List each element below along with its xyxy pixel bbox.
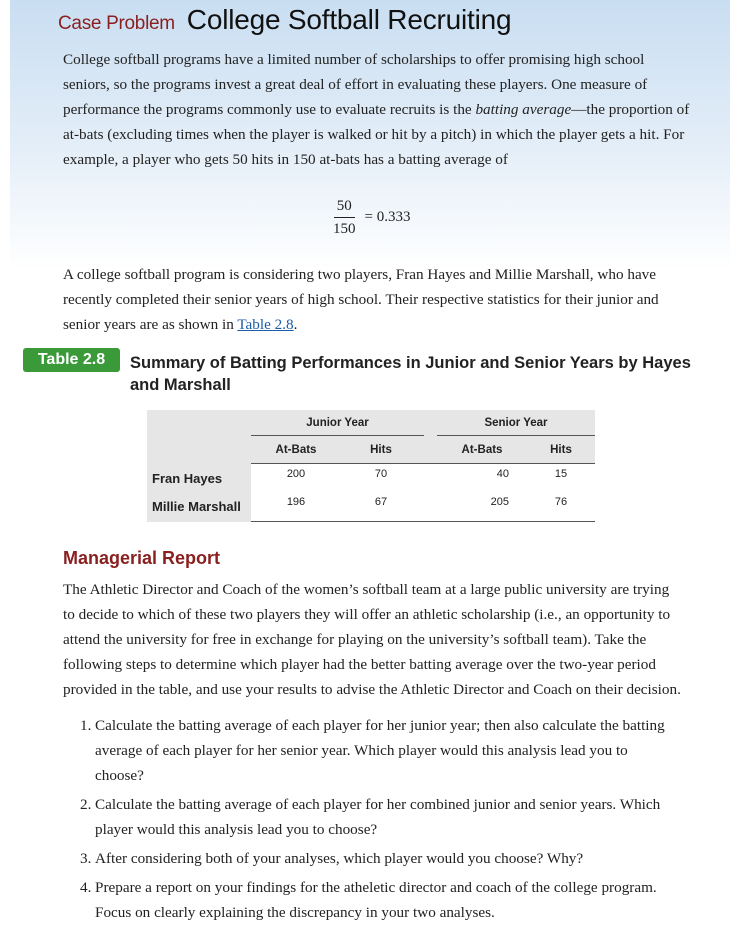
table-title: Summary of Batting Performances in Junior and Senior Years by Hayes and Marshall [130,354,691,394]
cell-marshall-junior-atbats: 196 [286,496,306,508]
junior-group-rule [251,435,424,436]
intro-paragraph [63,47,693,172]
step-number: 3. [80,850,92,867]
cell-hayes-senior-hits: 15 [554,468,568,480]
formula-result: = 0.333 [364,209,411,225]
group-header-junior: Junior Year [306,417,369,429]
senior-group-rule [437,435,595,436]
cell-hayes-junior-hits: 70 [374,468,388,480]
row-label-millie-marshall: Millie Marshall [152,499,241,514]
col-header-junior-hits: Hits [370,444,392,456]
header-bottom-rule [251,463,595,464]
table-badge: Table 2.8 [23,348,120,372]
table-link[interactable]: Table 2.8 [237,316,294,333]
step-number: 2. [80,796,92,813]
step-text: Calculate the batting average of each player for her junior year; then also calculate the batting average of each player for her senior year. Which player would this analysis lead you to choose? [95,717,665,784]
players-text-end: . [293,316,298,333]
report-step [80,846,680,871]
cell-marshall-senior-hits: 76 [554,496,568,508]
players-text: A college softball program is considering two players, Fran Hayes and Millie Marshall, who have recently completed their senior years of high school. Their respective statistics for their junior and senior years are as shown in [63,266,659,333]
intro-term: batting average [475,101,572,118]
step-number: 4. [80,879,92,896]
step-text: Prepare a report on your findings for the atheletic director and coach of the college program. Focus on clearly explaining the discrepancy in your two analyses. [95,879,657,921]
fraction-numerator: 50 [334,197,355,218]
report-steps [80,713,680,929]
cell-marshall-senior-atbats: 205 [490,496,509,508]
page-title: College Softball Recruiting [186,4,512,35]
case-label: Case Problem [58,13,175,34]
col-header-senior-hits: Hits [550,444,572,456]
batting-average-formula [330,197,410,238]
row-label-fran-hayes: Fran Hayes [152,471,223,486]
step-text: Calculate the batting average of each player for her combined junior and senior years. Which player would this analysis lead you to choose? [95,796,661,838]
cell-hayes-senior-atbats: 40 [496,468,509,480]
managerial-report-heading: Managerial Report [63,548,221,568]
col-header-junior-atbats: At-Bats [275,444,317,456]
fraction [330,197,359,238]
intro-text-cont: —the proportion of at-bats (excluding times when the player is walked or hit by a pitch) in which the player gets a hit. For example, a player who gets 50 hits in 150 at-bats has a batting average of [63,101,690,168]
table-bottom-rule [251,521,595,522]
step-text: After considering both of your analyses, which player would you choose? Why? [95,850,584,867]
report-step [80,875,680,925]
report-step [80,713,680,788]
fraction-denominator: 150 [333,221,356,237]
report-paragraph: The Athletic Director and Coach of the women’s softball team at a large public university are trying to decide to which of these two players they will offer an athletic scholarship (i.e., an opportunity to attend the university for free in exchange for playing on the university’s softball team). Take the following steps to determine which player had the better batting average over the two-year period provided in the table, and use your results to advise the Athletic Director and Coach on their decision. [63,581,681,698]
report-step [80,792,680,842]
cell-marshall-junior-hits: 67 [374,496,388,508]
case-header [58,4,511,36]
players-paragraph [63,262,693,337]
col-header-senior-atbats: At-Bats [461,444,503,456]
group-header-senior: Senior Year [484,417,548,429]
step-number: 1. [80,717,92,734]
intro-text: College softball programs have a limited number of scholarships to offer promising high school seniors, so the programs invest a great deal of effort in evaluating these players. One measure of performance the programs commonly use to evaluate recruits is the [63,51,648,118]
cell-hayes-junior-atbats: 200 [286,468,306,480]
